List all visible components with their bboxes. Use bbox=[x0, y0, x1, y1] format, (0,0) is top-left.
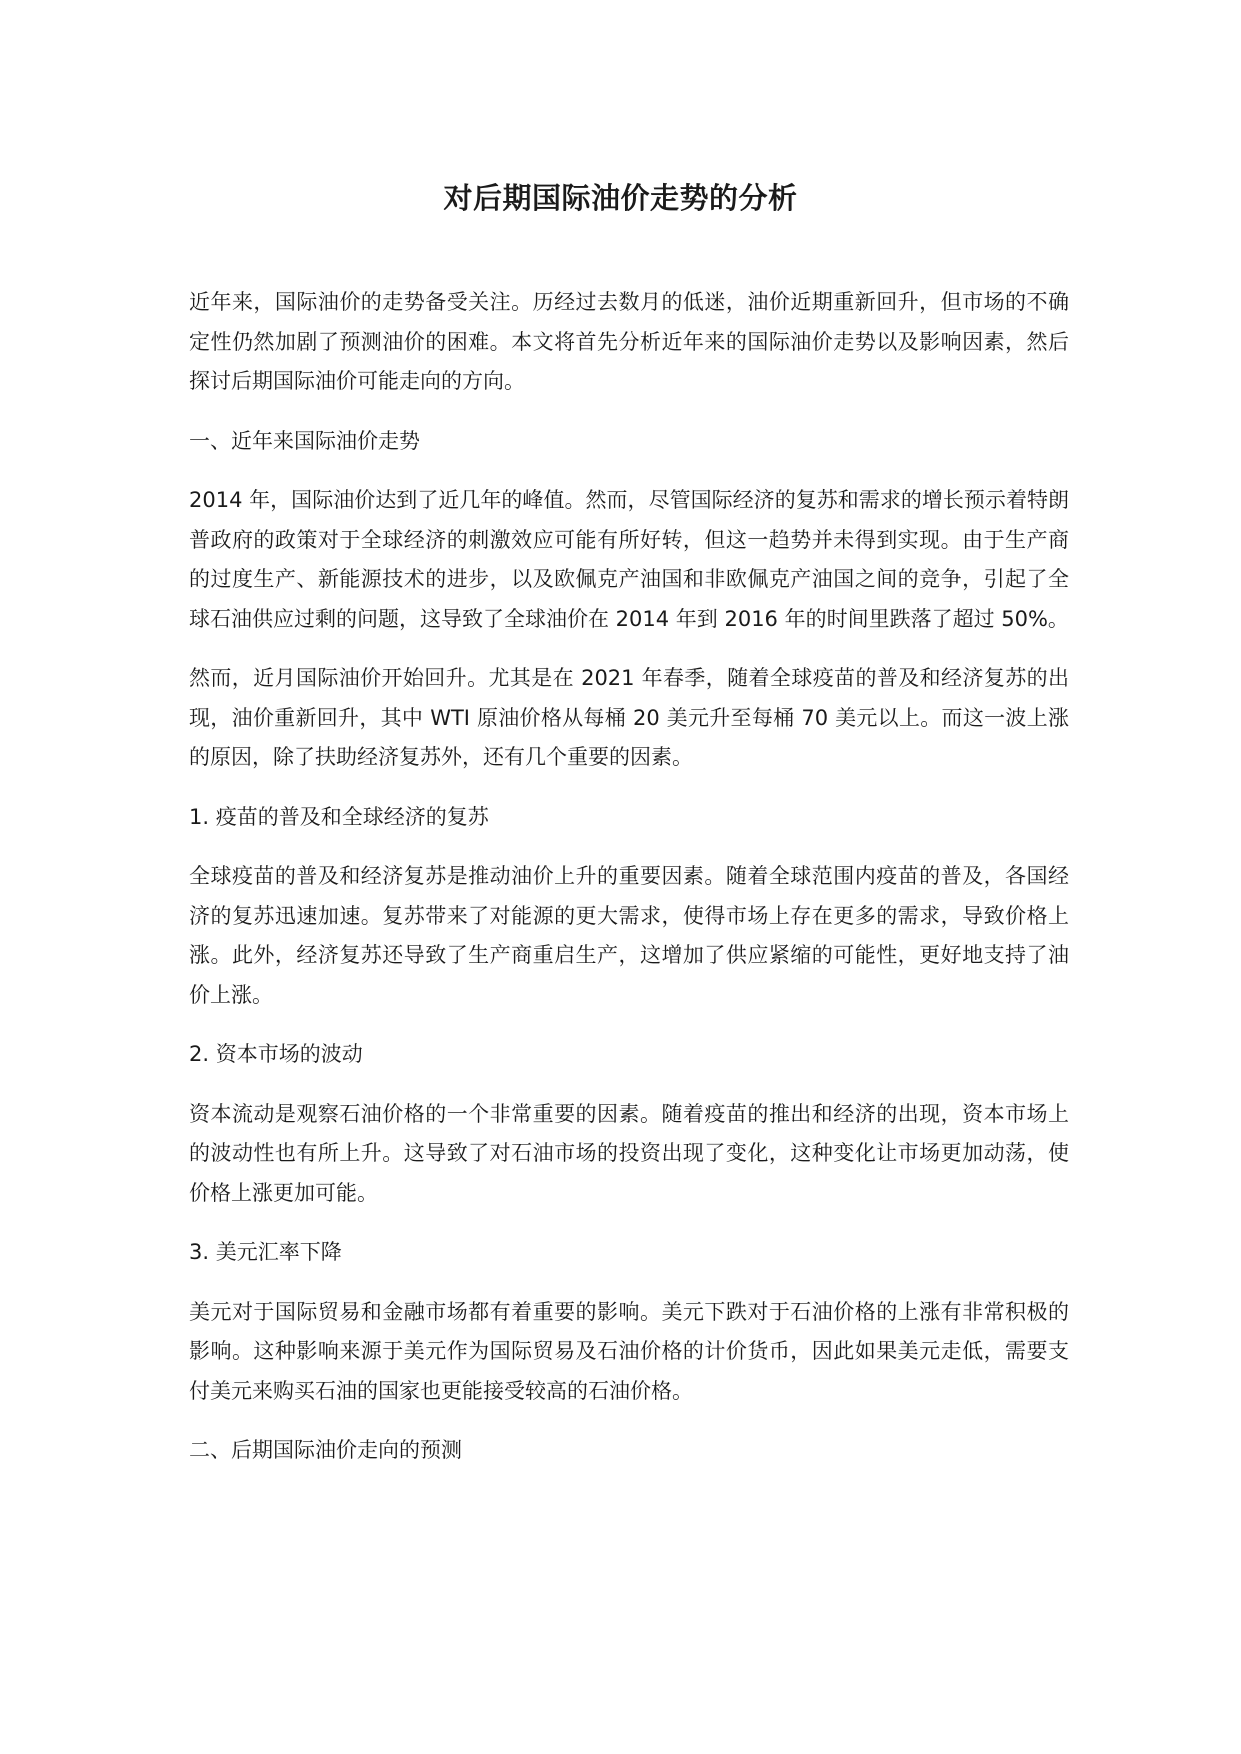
intro-paragraph: 近年来，国际油价的走势备受关注。历经过去数月的低迷，油价近期重新回升，但市场的不确定性仍然加剧了预测油价的困难。本文将首先分析近年来的国际油价走势以及影响因素，然后探讨后期国际油价可能走向的方向。 bbox=[189, 290, 1069, 393]
paragraph-capital-market: 资本流动是观察石油价格的一个非常重要的因素。随着疫苗的推出和经济的出现，资本市场上的波动性也有所上升。这导致了对石油市场的投资出现了变化，这种变化让市场更加动荡，使价格上涨更加可能。 bbox=[189, 1101, 1069, 1205]
subheading-vaccine-recovery: 1. 疫苗的普及和全球经济的复苏 bbox=[189, 804, 489, 829]
paragraph-2014-peak: 2014 年，国际油价达到了近几年的峰值。然而，尽管国际经济的复苏和需求的增长预示着特朗普政府的政策对于全球经济的刺激效应可能有所好转，但这一趋势并未得到实现。由于生产商的过度生产、新能源技术的进步，以及欧佩克产油国和非欧佩克产油国之间的竞争，引起了全球石油供应过剩的问题，这导致了全球油价在 2014 年到 2016 年的时间里跌落了超过 50%。 bbox=[189, 488, 1069, 631]
paragraph-recent-rebound: 然而，近月国际油价开始回升。尤其是在 2021 年春季，随着全球疫苗的普及和经济复苏的出现，油价重新回升，其中 WTI 原油价格从每桶 20 美元升至每桶 70 美元以上。而这一波上涨的原因，除了扶助经济复苏外，还有几个重要的因素。 bbox=[189, 666, 1069, 769]
section-heading-recent-trend: 一、近年来国际油价走势 bbox=[189, 428, 420, 453]
paragraph-dollar-decline: 美元对于国际贸易和金融市场都有着重要的影响。美元下跌对于石油价格的上涨有非常积极的影响。这种影响来源于美元作为国际贸易及石油价格的计价货币，因此如果美元走低，需要支付美元来购买石油的国家也更能接受较高的石油价格。 bbox=[189, 1299, 1069, 1403]
page-title: 对后期国际油价走势的分析 bbox=[443, 181, 798, 215]
document-body bbox=[189, 283, 1069, 1491]
subheading-capital-market: 2. 资本市场的波动 bbox=[189, 1042, 363, 1066]
section-heading-forecast: 二、后期国际油价走向的预测 bbox=[189, 1438, 462, 1462]
paragraph-vaccine-recovery: 全球疫苗的普及和经济复苏是推动油价上升的重要因素。随着全球范围内疫苗的普及，各国经济的复苏迅速加速。复苏带来了对能源的更大需求，使得市场上存在更多的需求，导致价格上涨。此外，经济复苏还导致了生产商重启生产，这增加了供应紧缩的可能性，更好地支持了油价上涨。 bbox=[189, 864, 1069, 1007]
subheading-dollar-decline: 3. 美元汇率下降 bbox=[189, 1240, 342, 1264]
